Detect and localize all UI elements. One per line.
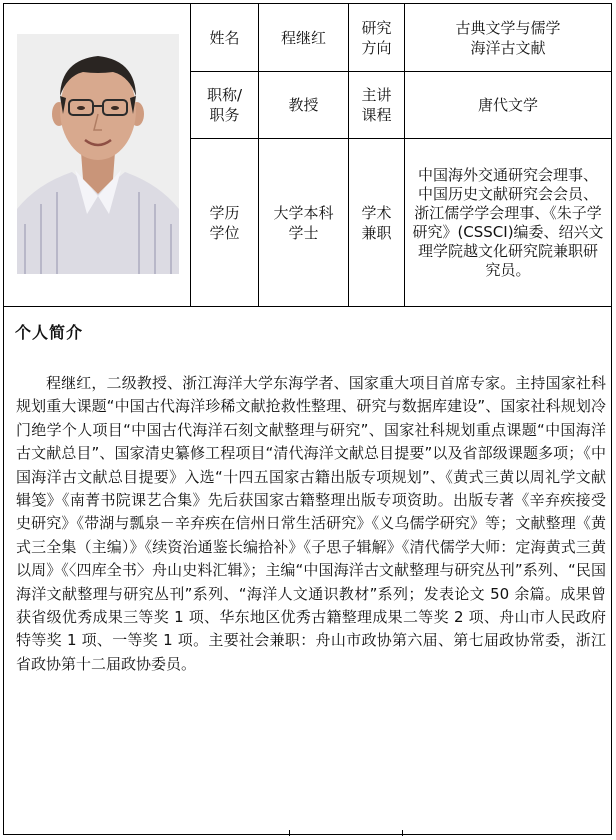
education-label: 学历 学位: [209, 203, 240, 242]
name-value: 程继红: [280, 28, 326, 47]
title-label: 职称/ 职务: [206, 86, 243, 124]
academic-label: 学术 兼职: [361, 203, 392, 242]
profile-card: [3, 3, 612, 835]
grid-line: [4, 306, 611, 307]
research-label: 研究 方向: [361, 18, 392, 57]
intro-heading: 个人简介: [15, 323, 84, 342]
course-label: 主讲 课程: [361, 86, 392, 124]
intro-paragraph: 程继红，二级教授、浙江海洋大学东海学者、国家重大项目首席专家。主持国家社科规划重大课题“中国古代海洋珍稀文献抢救性整理、研究与数据库建设”、国家社科规划冷门绝学个人项目“中国古代海洋石刻文献整理与研究”、国家社科规划重点课题“中国海洋古文献总目”、国家清史纂修工程项目“清代海洋文献总目提要”以及省部级课题多项；《中国海洋古文献总目提要》入选“十四五国家古籍出版专项规划”、《黄式三黄以周礼学文献辑笺》《南菁书院课艺合集》先后获国家古籍整理出版专项资助。出版专著《辛弃疾接受史研究》《带湖与瓢泉－辛弃疾在信州日常生活研究》《义乌儒学研究》等；文献整理《黄式三全集（主编）》《续资治通鉴长编拾补》《子思子辑解》《清代儒学大师：定海黄式三黄以周》《〈四库全书〉舟山史料汇辑》；主编“中国海洋古文献整理与研究丛刊”系列、“民国海洋文献整理与研究丛刊”系列、“海洋人文通识教材”系列；发表论文 50 余篇。成果曾获省级优秀成果三等奖 1 项、华东地区优秀古籍整理成果二等奖 2 项、舟山市人民政府特等奖 1 项、一等奖 1 项。主要社会兼职：舟山市政协第六届、第七届政协常委，浙江省政协第十二届政协委员。: [16, 374, 606, 673]
course-value: 唐代文学: [477, 96, 538, 114]
name-label: 姓名: [209, 28, 240, 47]
education-value: 大学本科 学士: [273, 203, 334, 242]
profile-photo: [17, 34, 179, 274]
academic-value: 中国海外交通研究会理事、中国历史文献研究会会员、浙江儒学学会理事、《朱子学研究》(CSSCI)编委、绍兴文理学院越文化研究院兼职研究员。: [412, 165, 604, 279]
page-marker: [289, 830, 290, 836]
page-marker: [402, 830, 403, 836]
research-value: 古典文学与儒学 海洋古文献: [455, 18, 561, 57]
title-value: 教授: [288, 96, 319, 114]
person-photo-icon: [17, 34, 179, 274]
